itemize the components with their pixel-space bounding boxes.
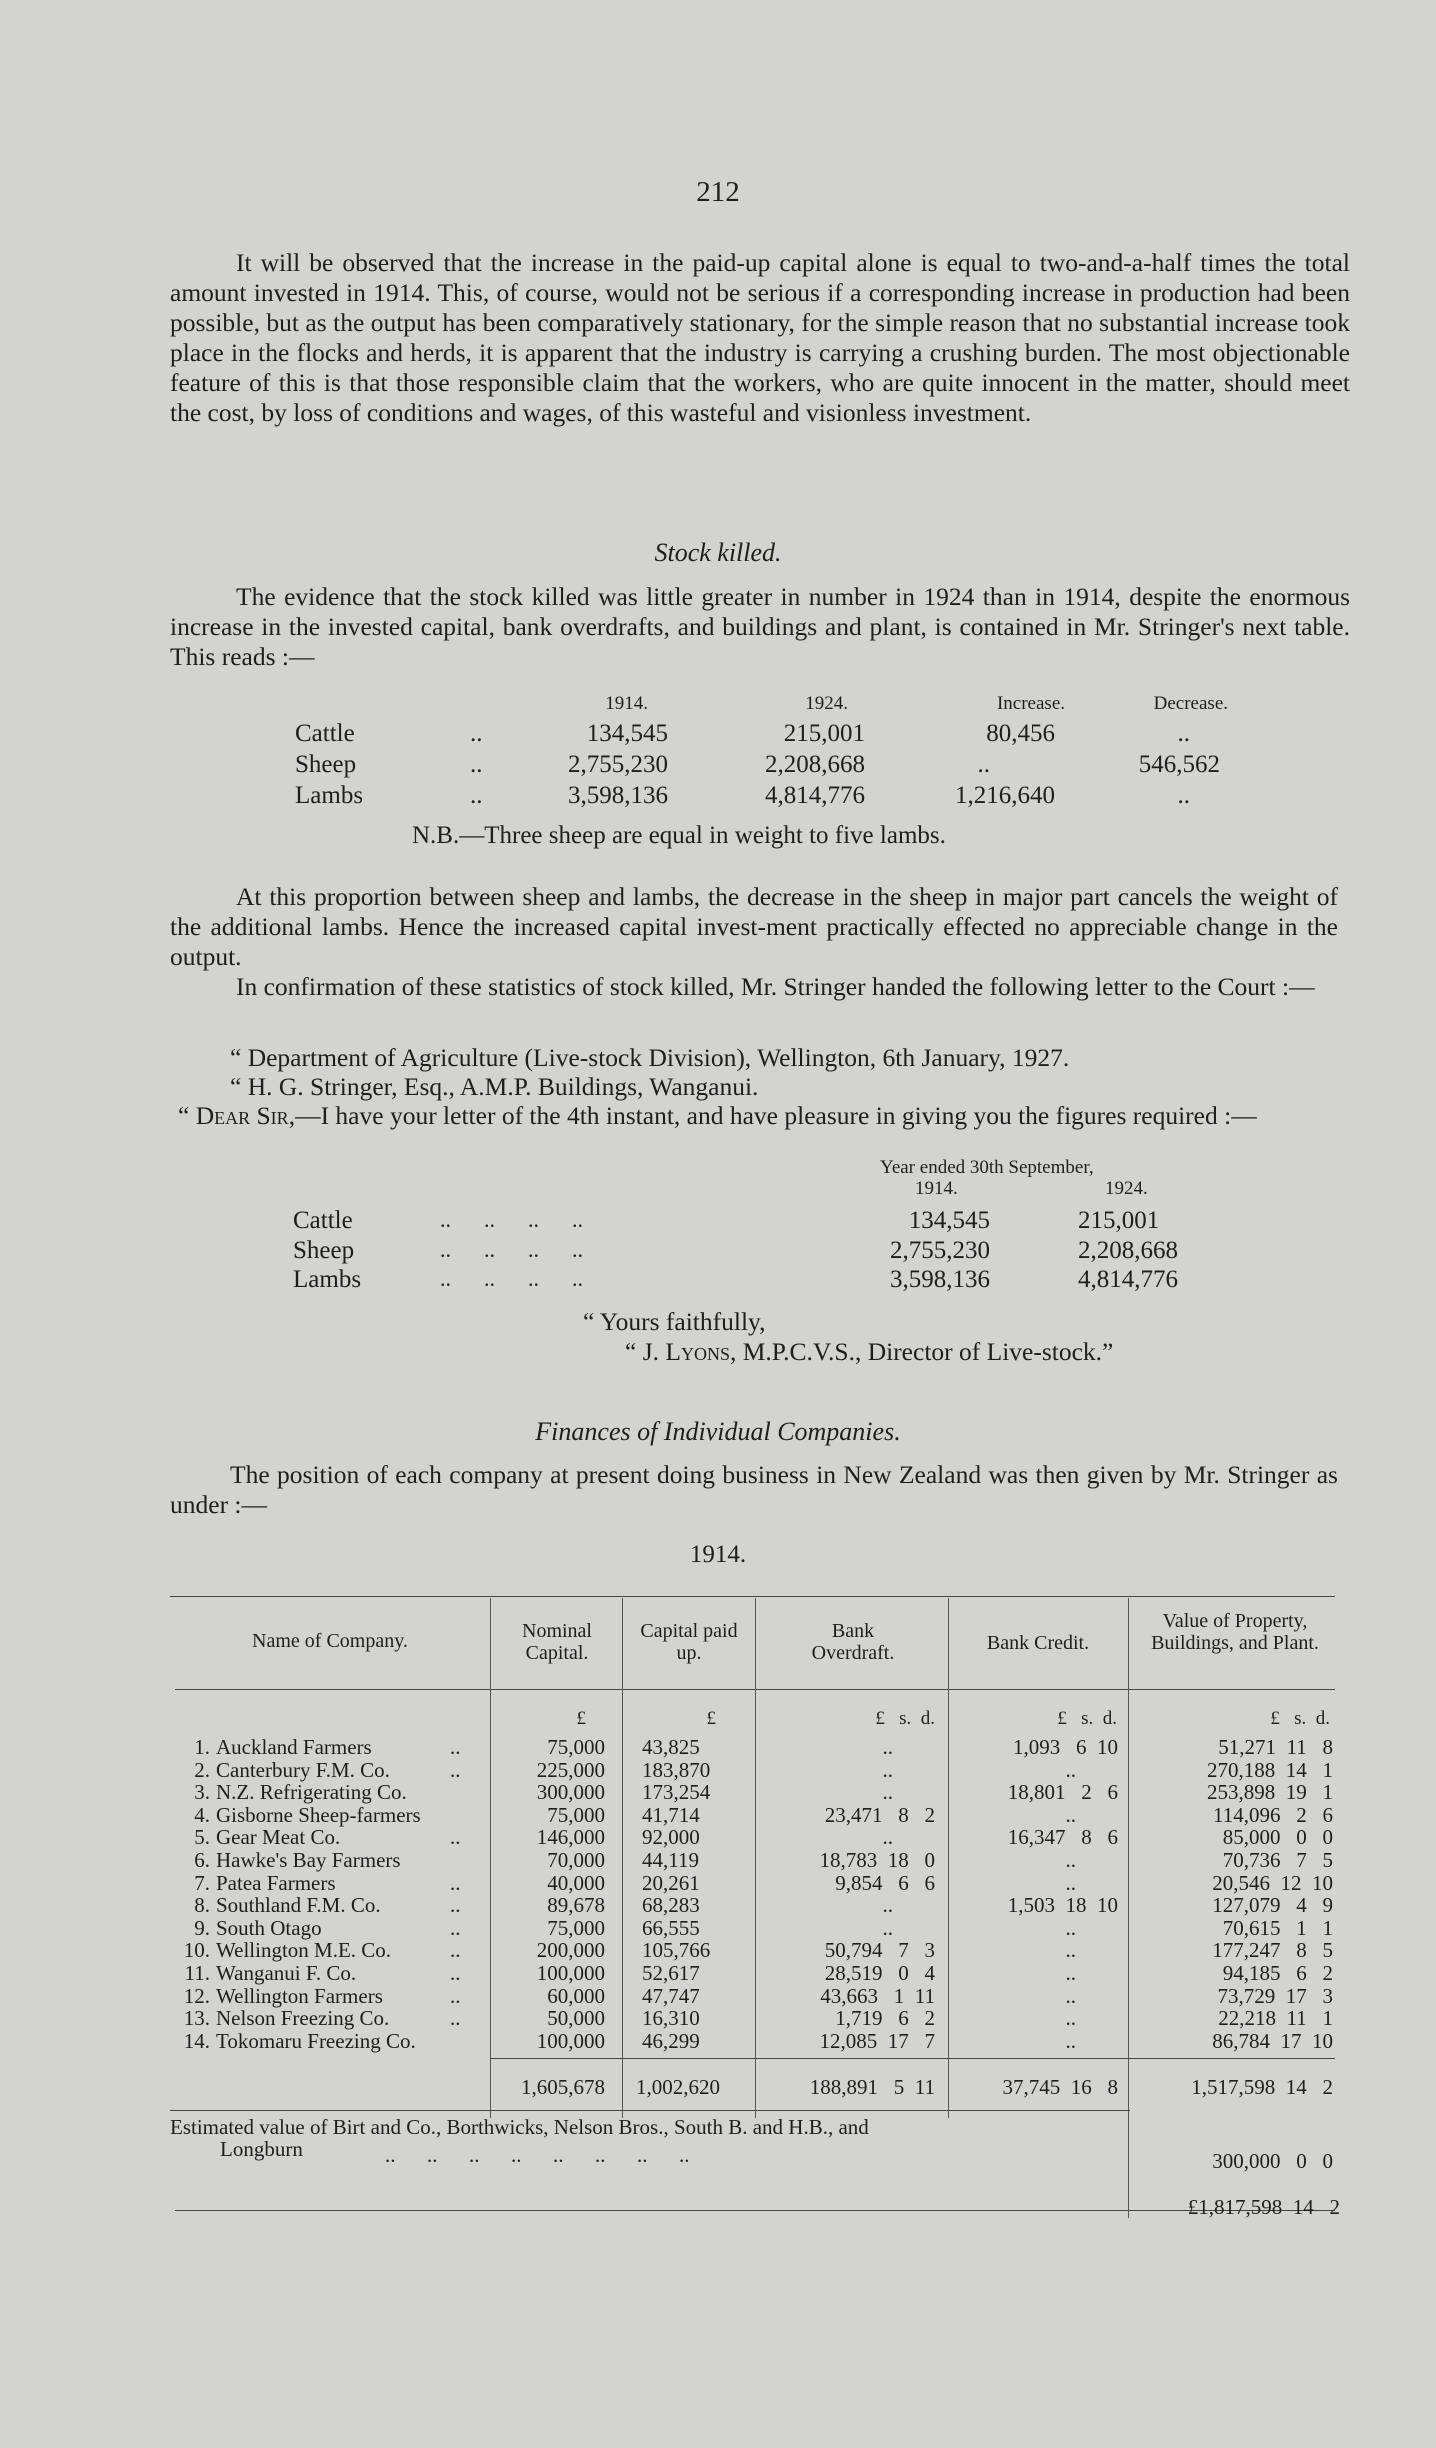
cell-overdraft: 1,719 6 2 bbox=[835, 2006, 935, 2031]
stock-row-label: Sheep bbox=[295, 751, 357, 778]
cell-credit: .. bbox=[1065, 1915, 1076, 1940]
letter-table-header: Year ended 30th September, bbox=[880, 1157, 1094, 1178]
cell-nominal: 89,678 bbox=[547, 1893, 605, 1918]
cell-overdraft: 9,854 6 6 bbox=[835, 1870, 935, 1895]
cell-no: 4. bbox=[194, 1802, 210, 1827]
letter-lambs-1914: 3,598,136 bbox=[890, 1266, 990, 1293]
total-credit: 37,745 16 8 bbox=[1002, 2075, 1118, 2099]
stock-sheep-increase: .. bbox=[977, 751, 990, 778]
cell-value: 22,218 11 1 bbox=[1218, 2006, 1333, 2031]
header-nominal: Nominal Capital. bbox=[522, 1620, 592, 1664]
stock-note: N.B.—Three sheep are equal in weight to five lambs. bbox=[412, 822, 946, 849]
finance-year: 1914. bbox=[689, 1541, 747, 1568]
stock-sheep-1924: 2,208,668 bbox=[765, 751, 865, 778]
cell-credit: .. bbox=[1065, 2028, 1076, 2053]
table-row bbox=[0, 1758, 1436, 1780]
cell-value: 253,898 19 1 bbox=[1207, 1780, 1333, 1805]
estimated-value: 300,000 0 0 bbox=[1212, 2149, 1333, 2173]
header-capital: Capital paid up. bbox=[640, 1620, 738, 1664]
cell-value: 70,736 7 5 bbox=[1222, 1848, 1333, 1872]
cell-name: N.Z. Refrigerating Co. bbox=[216, 1780, 407, 1805]
letter-table-header-1924: 1924. bbox=[1105, 1178, 1148, 1199]
proportion-paragraph: At this proportion between sheep and lambs, the decrease in the sheep in major part cancels the weight of the additional lambs. Hence the increased capital invest-ment practically effected no appreciable change in the output. bbox=[170, 882, 1338, 971]
cell-nominal: 75,000 bbox=[547, 1735, 605, 1759]
cell-capital: 41,714 bbox=[642, 1802, 700, 1827]
letter-table-header-1914: 1914. bbox=[915, 1178, 958, 1199]
unit-credit: £ s. d. bbox=[1057, 1708, 1117, 1729]
stock-cattle-1914: 134,545 bbox=[586, 720, 668, 747]
finance-paragraph: The position of each company at present doing business in New Zealand was then given by Mr. Stringer as under :— bbox=[170, 1460, 1338, 1519]
cell-capital: 52,617 bbox=[642, 1961, 700, 1985]
cell-nominal: 50,000 bbox=[547, 2006, 605, 2031]
cell-overdraft: .. bbox=[882, 1757, 893, 1782]
cell-overdraft: .. bbox=[882, 1735, 893, 1759]
letter-row-label: Sheep bbox=[293, 1237, 355, 1264]
letter-address-line: “ H. G. Stringer, Esq., A.M.P. Buildings, Wanganui. bbox=[230, 1072, 759, 1101]
cell-nominal: 75,000 bbox=[547, 1802, 605, 1827]
cell-value: 20,546 12 10 bbox=[1212, 1870, 1333, 1895]
cell-credit: 16,347 8 6 bbox=[1007, 1825, 1118, 1850]
stock-row-label: Lambs bbox=[295, 782, 364, 809]
unit-capital: £ bbox=[706, 1708, 716, 1729]
cell-name: Gisborne Sheep-farmers bbox=[216, 1802, 421, 1827]
cell-no: 14. bbox=[183, 2028, 210, 2053]
letter-department-line: “ Department of Agriculture (Live-stock Division), Wellington, 6th January, 1927. bbox=[230, 1043, 1070, 1072]
letter-row-label: Cattle bbox=[293, 1207, 353, 1234]
cell-overdraft: 18,783 18 0 bbox=[819, 1848, 935, 1872]
cell-name: Tokomaru Freezing Co. bbox=[216, 2028, 416, 2053]
cell-value: 270,188 14 1 bbox=[1207, 1757, 1333, 1782]
grand-total: £1,817,598 14 2 bbox=[1187, 2195, 1340, 2219]
cell-capital: 92,000 bbox=[642, 1825, 700, 1850]
cell-no: 7. bbox=[194, 1870, 210, 1895]
stock-sheep-1914: 2,755,230 bbox=[568, 751, 668, 778]
cell-overdraft: 23,471 8 2 bbox=[824, 1802, 935, 1827]
stock-paragraph: The evidence that the stock killed was little greater in number in 1924 than in 1914, despite the enormous increase in the invested capital, bank overdrafts, and buildings and plant, is contained in Mr. Stringer's next table. This reads :— bbox=[170, 582, 1350, 671]
table-top-rule bbox=[170, 1596, 1335, 1597]
cell-capital: 47,747 bbox=[642, 1983, 700, 2008]
letter-cattle-1924: 215,001 bbox=[1078, 1207, 1160, 1234]
cell-value: 85,000 0 0 bbox=[1222, 1825, 1333, 1850]
cell-capital: 68,283 bbox=[642, 1893, 700, 1918]
letter-closing: “ Yours faithfully, bbox=[583, 1307, 766, 1336]
intro-paragraph: It will be observed that the increase in the paid-up capital alone is equal to two-and-a-half times the total amount invested in 1914. This, of course, would not be serious if a corresponding increase in production had been possible, but as the output has been comparatively stationary, for the simple reason that no substantial increase took place in the flocks and herds, it is apparent that the industry is carrying a crushing burden. The most objectionable feature of this is that those responsible claim that the workers, who are quite innocent in the matter, should meet the cost, by loss of conditions and wages, of this wasteful and visionless investment. bbox=[170, 248, 1350, 427]
cell-credit: .. bbox=[1065, 1961, 1076, 1985]
cell-dots: .. bbox=[450, 1983, 461, 2008]
unit-value: £ s. d. bbox=[1270, 1708, 1330, 1729]
cell-value: 94,185 6 2 bbox=[1222, 1961, 1333, 1985]
cell-credit: .. bbox=[1065, 2006, 1076, 2031]
cell-no: 11. bbox=[184, 1961, 210, 1985]
cell-no: 12. bbox=[183, 1983, 210, 2008]
header-value: Value of Property, Buildings, and Plant. bbox=[1151, 1610, 1319, 1654]
stock-lambs-increase: 1,216,640 bbox=[955, 782, 1055, 809]
letter-row-label: Lambs bbox=[293, 1266, 362, 1293]
cell-credit: 1,503 18 10 bbox=[1007, 1893, 1118, 1918]
stock-row-dots: .. bbox=[470, 720, 483, 747]
stock-row-dots: .. bbox=[470, 751, 483, 778]
signature-name: Lyons bbox=[665, 1337, 730, 1366]
cell-credit: .. bbox=[1065, 1870, 1076, 1895]
cell-value: 114,096 2 6 bbox=[1213, 1802, 1333, 1827]
cell-nominal: 225,000 bbox=[536, 1757, 605, 1782]
totals-bottom-rule bbox=[170, 2110, 1130, 2111]
totals-rule bbox=[490, 2058, 1335, 2059]
stock-header-decrease: Decrease. bbox=[1153, 693, 1228, 714]
table-row bbox=[0, 2006, 1436, 2031]
cell-dots: .. bbox=[450, 1757, 461, 1782]
cell-dots: .. bbox=[450, 1870, 461, 1895]
total-overdraft: 188,891 5 11 bbox=[809, 2075, 935, 2099]
letter-row-dots: .. .. .. .. bbox=[440, 1266, 583, 1291]
table-row bbox=[0, 1871, 1436, 1893]
cell-nominal: 70,000 bbox=[547, 1848, 605, 1872]
stock-header-1914: 1914. bbox=[605, 693, 648, 714]
cell-value: 73,729 17 3 bbox=[1217, 1983, 1333, 2008]
total-value: 1,517,598 14 2 bbox=[1191, 2075, 1333, 2099]
cell-nominal: 60,000 bbox=[547, 1983, 605, 2008]
cell-value: 127,079 4 9 bbox=[1212, 1893, 1333, 1918]
cell-no: 6. bbox=[194, 1848, 210, 1872]
cell-name: Wellington M.E. Co. bbox=[216, 1938, 392, 1963]
table-row bbox=[0, 1916, 1436, 1938]
stock-cattle-decrease: .. bbox=[1177, 720, 1190, 747]
table-row bbox=[0, 1803, 1436, 1825]
table-row bbox=[0, 1938, 1436, 1963]
letter-signature bbox=[625, 1337, 1113, 1367]
table-row bbox=[0, 2029, 1436, 2051]
cell-overdraft: .. bbox=[882, 1915, 893, 1940]
cell-capital: 43,825 bbox=[642, 1735, 700, 1759]
cell-capital: 44,119 bbox=[642, 1848, 699, 1872]
estimated-line1: Estimated value of Birt and Co., Borthwicks, Nelson Bros., South B. and H.B., and bbox=[170, 2115, 869, 2139]
signature-quote: “ J. bbox=[625, 1337, 666, 1366]
stock-cattle-1924: 215,001 bbox=[783, 720, 865, 747]
total-nominal: 1,605,678 bbox=[521, 2075, 605, 2099]
cell-dots: .. bbox=[450, 1938, 461, 1963]
cell-credit: .. bbox=[1065, 1802, 1076, 1827]
cell-no: 2. bbox=[194, 1757, 210, 1782]
signature-rest: , M.P.C.V.S., Director of Live-stock.” bbox=[729, 1337, 1114, 1366]
cell-no: 9. bbox=[194, 1915, 210, 1940]
stock-sheep-decrease: 546,562 bbox=[1138, 751, 1220, 778]
table-row bbox=[0, 1893, 1436, 1918]
cell-credit: 1,093 6 10 bbox=[1013, 1735, 1118, 1759]
total-capital: 1,002,620 bbox=[636, 2075, 720, 2099]
stock-cattle-increase: 80,456 bbox=[986, 720, 1055, 747]
cell-value: 177,247 8 5 bbox=[1212, 1938, 1333, 1963]
letter-sheep-1924: 2,208,668 bbox=[1078, 1237, 1178, 1264]
cell-overdraft: .. bbox=[882, 1780, 893, 1805]
cell-name: Auckland Farmers bbox=[216, 1735, 372, 1759]
cell-value: 86,784 17 10 bbox=[1212, 2028, 1333, 2053]
page-number: 212 bbox=[696, 176, 740, 208]
cell-credit: .. bbox=[1065, 1938, 1076, 1963]
cell-name: South Otago bbox=[216, 1915, 322, 1940]
cell-capital: 20,261 bbox=[642, 1870, 700, 1895]
cell-name: Canterbury F.M. Co. bbox=[216, 1757, 390, 1782]
cell-dots: .. bbox=[450, 1825, 461, 1850]
cell-capital: 46,299 bbox=[642, 2028, 700, 2053]
cell-capital: 66,555 bbox=[642, 1915, 700, 1940]
cell-name: Patea Farmers bbox=[216, 1870, 336, 1895]
cell-capital: 173,254 bbox=[642, 1780, 711, 1805]
cell-no: 8. bbox=[194, 1893, 210, 1918]
cell-credit: .. bbox=[1065, 1848, 1076, 1872]
finance-heading: Finances of Individual Companies. bbox=[535, 1417, 901, 1446]
cell-nominal: 146,000 bbox=[536, 1825, 605, 1850]
cell-capital: 16,310 bbox=[642, 2006, 700, 2031]
cell-name: Wanganui F. Co. bbox=[216, 1961, 357, 1985]
stock-lambs-1924: 4,814,776 bbox=[765, 782, 865, 809]
cell-name: Nelson Freezing Co. bbox=[216, 2006, 390, 2031]
cell-overdraft: .. bbox=[882, 1825, 893, 1850]
cell-nominal: 100,000 bbox=[536, 2028, 605, 2053]
cell-overdraft: 50,794 7 3 bbox=[824, 1938, 935, 1963]
estimated-dots: .. .. .. .. .. .. .. .. bbox=[385, 2143, 690, 2167]
cell-dots: .. bbox=[450, 1915, 461, 1940]
estimated-line2: Longburn bbox=[220, 2137, 303, 2161]
table-row bbox=[0, 1848, 1436, 1870]
stock-killed-heading: Stock killed. bbox=[654, 538, 782, 567]
table-row bbox=[0, 1825, 1436, 1850]
cell-nominal: 300,000 bbox=[536, 1780, 605, 1805]
cell-dots: .. bbox=[450, 1893, 461, 1918]
table-row bbox=[0, 1984, 1436, 2006]
cell-nominal: 40,000 bbox=[547, 1870, 605, 1895]
stock-header-increase: Increase. bbox=[996, 693, 1065, 714]
letter-row-dots: .. .. .. .. bbox=[440, 1207, 583, 1232]
letter-body bbox=[170, 1101, 1338, 1131]
header-name: Name of Company. bbox=[252, 1630, 408, 1652]
unit-nominal: £ bbox=[576, 1708, 586, 1729]
cell-nominal: 200,000 bbox=[536, 1938, 605, 1963]
cell-no: 1. bbox=[194, 1735, 210, 1759]
letter-cattle-1914: 134,545 bbox=[908, 1207, 990, 1234]
table-row bbox=[0, 1735, 1436, 1757]
cell-no: 13. bbox=[183, 2006, 210, 2031]
letter-body-text: ,—I have your letter of the 4th instant, and have pleasure in giving you the figures required :— bbox=[288, 1101, 1257, 1130]
cell-overdraft: 28,519 0 4 bbox=[824, 1961, 935, 1985]
cell-no: 5. bbox=[194, 1825, 210, 1850]
letter-salutation: Dear Sir bbox=[195, 1101, 289, 1130]
letter-row-dots: .. .. .. .. bbox=[440, 1237, 583, 1262]
cell-credit: 18,801 2 6 bbox=[1007, 1780, 1118, 1805]
letter-salutation-quote: “ bbox=[178, 1101, 196, 1130]
stock-lambs-1914: 3,598,136 bbox=[568, 782, 668, 809]
cell-dots: .. bbox=[450, 2006, 461, 2031]
confirmation-paragraph: In confirmation of these statistics of stock killed, Mr. Stringer handed the following letter to the Court :— bbox=[236, 972, 1315, 1001]
cell-capital: 105,766 bbox=[642, 1938, 711, 1963]
cell-name: Gear Meat Co. bbox=[216, 1825, 341, 1850]
cell-overdraft: 43,663 1 11 bbox=[820, 1983, 935, 2008]
header-credit: Bank Credit. bbox=[986, 1632, 1090, 1654]
cell-name: Hawke's Bay Farmers bbox=[216, 1848, 401, 1872]
cell-value: 51,271 11 8 bbox=[1218, 1735, 1333, 1759]
unit-overdraft: £ s. d. bbox=[875, 1708, 935, 1729]
cell-name: Southland F.M. Co. bbox=[216, 1893, 381, 1918]
cell-dots: .. bbox=[450, 1961, 461, 1985]
cell-name: Wellington Farmers bbox=[216, 1983, 383, 2008]
cell-capital: 183,870 bbox=[642, 1757, 711, 1782]
cell-credit: .. bbox=[1065, 1757, 1076, 1782]
header-overdraft: Bank Overdraft. bbox=[811, 1620, 895, 1664]
stock-row-label: Cattle bbox=[295, 720, 355, 747]
table-row bbox=[0, 1961, 1436, 1983]
cell-dots: .. bbox=[450, 1735, 461, 1759]
cell-no: 10. bbox=[183, 1938, 210, 1963]
stock-row-dots: .. bbox=[470, 782, 483, 809]
cell-overdraft: .. bbox=[882, 1893, 893, 1918]
cell-nominal: 100,000 bbox=[536, 1961, 605, 1985]
letter-lambs-1924: 4,814,776 bbox=[1078, 1266, 1178, 1293]
cell-no: 3. bbox=[194, 1780, 210, 1805]
stock-lambs-decrease: .. bbox=[1177, 782, 1190, 809]
table-row bbox=[0, 1780, 1436, 1805]
cell-overdraft: 12,085 17 7 bbox=[819, 2028, 935, 2053]
stock-header-1924: 1924. bbox=[805, 693, 848, 714]
cell-value: 70,615 1 1 bbox=[1222, 1915, 1333, 1940]
letter-sheep-1914: 2,755,230 bbox=[890, 1237, 990, 1264]
cell-nominal: 75,000 bbox=[547, 1915, 605, 1940]
cell-credit: .. bbox=[1065, 1983, 1076, 2008]
